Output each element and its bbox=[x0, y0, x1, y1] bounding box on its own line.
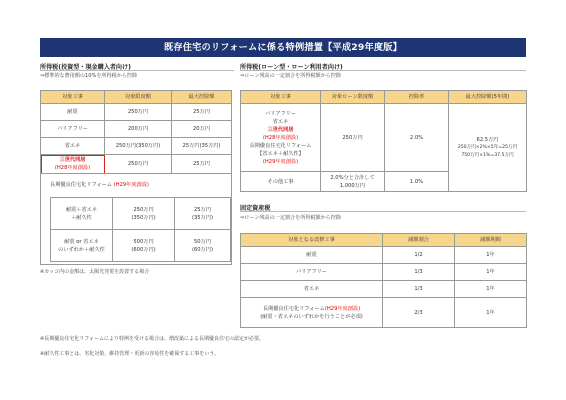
fixed-header-ratio: 減額割合 bbox=[383, 234, 455, 247]
sub-row-max bbox=[175, 230, 231, 262]
loan-max-total: 62.5万円 bbox=[476, 136, 499, 143]
loan-main-rate: 2.0% bbox=[385, 104, 449, 172]
loan-max-detail1: 250万円×2%×5年=25万円 bbox=[457, 144, 518, 150]
left-row-max: 25万円(35万円) bbox=[172, 138, 232, 155]
table-row bbox=[241, 247, 527, 264]
page-title: 既存住宅のリフォームに係る特例措置【平成29年度版】 bbox=[40, 38, 526, 57]
fixed-header-period: 減額期間 bbox=[455, 234, 527, 247]
right-table-loan bbox=[240, 90, 527, 192]
fixed-table bbox=[240, 233, 527, 328]
loan-other-limit-line1: 2.0%分と合計して bbox=[330, 174, 375, 181]
table-row bbox=[41, 138, 232, 155]
long-life-new-badge: (H29年度創設) bbox=[113, 182, 149, 188]
three-gen-limit: 250万円 bbox=[105, 155, 172, 174]
table-row bbox=[241, 281, 527, 298]
sub-work-line1: 耐震＋省エネ bbox=[65, 206, 98, 213]
three-gen-cell bbox=[41, 155, 105, 174]
loan-work-three-gen: 三世代同居 bbox=[267, 126, 294, 133]
fixed-long-work bbox=[241, 298, 383, 328]
sub-limit-line2: (600万円) bbox=[131, 246, 156, 253]
loan-work-long-life: 長期優良住宅化リフォーム bbox=[249, 142, 312, 149]
left-row-max: 20万円 bbox=[172, 121, 232, 138]
fixed-divider bbox=[240, 211, 526, 212]
loan-main-works bbox=[241, 104, 321, 172]
sub-work-line2: ＋耐久性 bbox=[71, 214, 92, 221]
fixed-row-work: バリアフリー bbox=[241, 264, 383, 281]
left-subtitle: ⇒標準的な費用額の10%を所得税から控除 bbox=[40, 73, 138, 79]
fixed-header-work: 対象となる改修工事 bbox=[241, 234, 383, 247]
fixed-long-period: 1年 bbox=[455, 298, 527, 328]
loan-three-gen-new-badge: (H28年度創設) bbox=[262, 134, 299, 141]
sub-row-limit bbox=[113, 198, 175, 230]
sub-work-line2: のいずれか＋耐久性 bbox=[58, 246, 105, 253]
loan-other-limit bbox=[321, 172, 385, 192]
right-header-work: 対象工事 bbox=[241, 91, 321, 104]
fixed-row-work: 省エネ bbox=[241, 281, 383, 298]
right-divider bbox=[240, 70, 526, 71]
table-row bbox=[241, 264, 527, 281]
long-life-label: 長期優良住宅化リフォーム bbox=[50, 182, 112, 188]
sub-max-line2: (60万円) bbox=[191, 246, 214, 253]
left-row-max: 25万円 bbox=[172, 104, 232, 121]
table-row bbox=[41, 104, 232, 121]
fixed-long-label: 長期優良住宅化リフォーム bbox=[262, 305, 325, 312]
fixed-row-ratio: 1/3 bbox=[383, 264, 455, 281]
right-section-title: 所得税(ローン型・ローン利用者向け) bbox=[240, 64, 343, 71]
bottom-note-2: ※耐久性工事とは、劣化対策、維持管理・更新の容易性を確保する工事をいう。 bbox=[40, 351, 220, 357]
loan-max bbox=[449, 104, 527, 192]
loan-other-limit-line2: 1,000万円 bbox=[339, 182, 366, 189]
three-gen-new-badge: (H28年度創設) bbox=[54, 165, 91, 171]
loan-long-life-sub: 【省エネ＋耐久性】 bbox=[257, 150, 304, 157]
table-row bbox=[41, 155, 232, 174]
sub-row-limit bbox=[113, 230, 175, 262]
loan-work-barrierfree: バリアフリー bbox=[265, 110, 296, 117]
sub-row-max bbox=[175, 198, 231, 230]
loan-main-limit: 250万円 bbox=[321, 104, 385, 172]
fixed-row-work: 耐震 bbox=[241, 247, 383, 264]
table-row bbox=[51, 198, 231, 230]
left-row-work: 耐震 bbox=[41, 104, 105, 121]
fixed-long-new-badge: (H29年度創設) bbox=[324, 305, 361, 312]
right-subtitle: ⇒ローン残高の一定割合を所得税額から控除 bbox=[240, 73, 341, 79]
loan-max-detail2: 750万円×1%=37.5万円 bbox=[461, 152, 514, 158]
table-row bbox=[241, 298, 527, 328]
left-row-work: 省エネ bbox=[41, 138, 105, 155]
loan-other-work: その他工事 bbox=[241, 172, 321, 192]
sub-max-line2: (35万円) bbox=[191, 214, 214, 221]
left-header-work: 対象工事 bbox=[41, 91, 105, 104]
sub-row-work bbox=[51, 230, 113, 262]
left-table-sub bbox=[50, 197, 231, 262]
left-footnote: ※カッコ内の金額は、太陽光発電を設置する場合 bbox=[40, 269, 150, 275]
fixed-section-title: 固定資産税 bbox=[240, 205, 271, 212]
fixed-row-period: 1年 bbox=[455, 264, 527, 281]
table-row bbox=[41, 121, 232, 138]
fixed-row-ratio: 1/2 bbox=[383, 247, 455, 264]
right-header-rate: 控除率 bbox=[385, 91, 449, 104]
fixed-row-period: 1年 bbox=[455, 247, 527, 264]
right-header-limit: 対象ローン限度額 bbox=[321, 91, 385, 104]
sub-limit-line1: 250万円 bbox=[133, 206, 154, 213]
sub-row-work bbox=[51, 198, 113, 230]
left-row-work: バリアフリー bbox=[41, 121, 105, 138]
sub-max-line1: 25万円 bbox=[194, 206, 211, 213]
left-divider bbox=[40, 70, 234, 71]
table-row bbox=[51, 230, 231, 262]
bottom-note-1: ※長期優良住宅化リフォームにより特例を受ける場合は、増改築による長期優良住宅の認定が必要。 bbox=[40, 336, 264, 342]
loan-other-rate: 1.0% bbox=[385, 172, 449, 192]
fixed-long-ratio: 2/3 bbox=[383, 298, 455, 328]
left-table-top bbox=[40, 90, 232, 174]
sub-work-line1: 耐震 or 省エネ bbox=[64, 238, 99, 245]
left-header-max: 最大控除額 bbox=[172, 91, 232, 104]
left-row-limit: 250万円(350万円) bbox=[105, 138, 172, 155]
fixed-long-condition: (耐震・省エネのいずれかを行うことが必須) bbox=[260, 313, 363, 320]
sub-limit-line2: (350万円) bbox=[131, 214, 156, 221]
loan-work-energy: 省エネ bbox=[272, 118, 289, 125]
sub-max-line1: 50万円 bbox=[194, 238, 211, 245]
fixed-row-ratio: 1/3 bbox=[383, 281, 455, 298]
fixed-row-period: 1年 bbox=[455, 281, 527, 298]
table-row bbox=[241, 104, 527, 172]
fixed-subtitle: ⇒ローン残高の一定割合を所得税額から控除 bbox=[240, 215, 341, 221]
long-life-label-line bbox=[50, 181, 149, 188]
left-row-limit: 250万円 bbox=[105, 104, 172, 121]
right-header-max: 最大控除額(5年間) bbox=[449, 91, 527, 104]
three-gen-label: 三世代同居 bbox=[59, 157, 86, 163]
left-section-title: 所得税(投資型・現金購入者向け) bbox=[40, 64, 131, 71]
loan-long-life-new-badge: (H29年度創設) bbox=[262, 158, 299, 165]
sub-limit-line1: 500万円 bbox=[133, 238, 154, 245]
three-gen-max: 25万円 bbox=[172, 155, 232, 174]
left-header-limit: 対象限度額 bbox=[105, 91, 172, 104]
left-row-limit: 200万円 bbox=[105, 121, 172, 138]
